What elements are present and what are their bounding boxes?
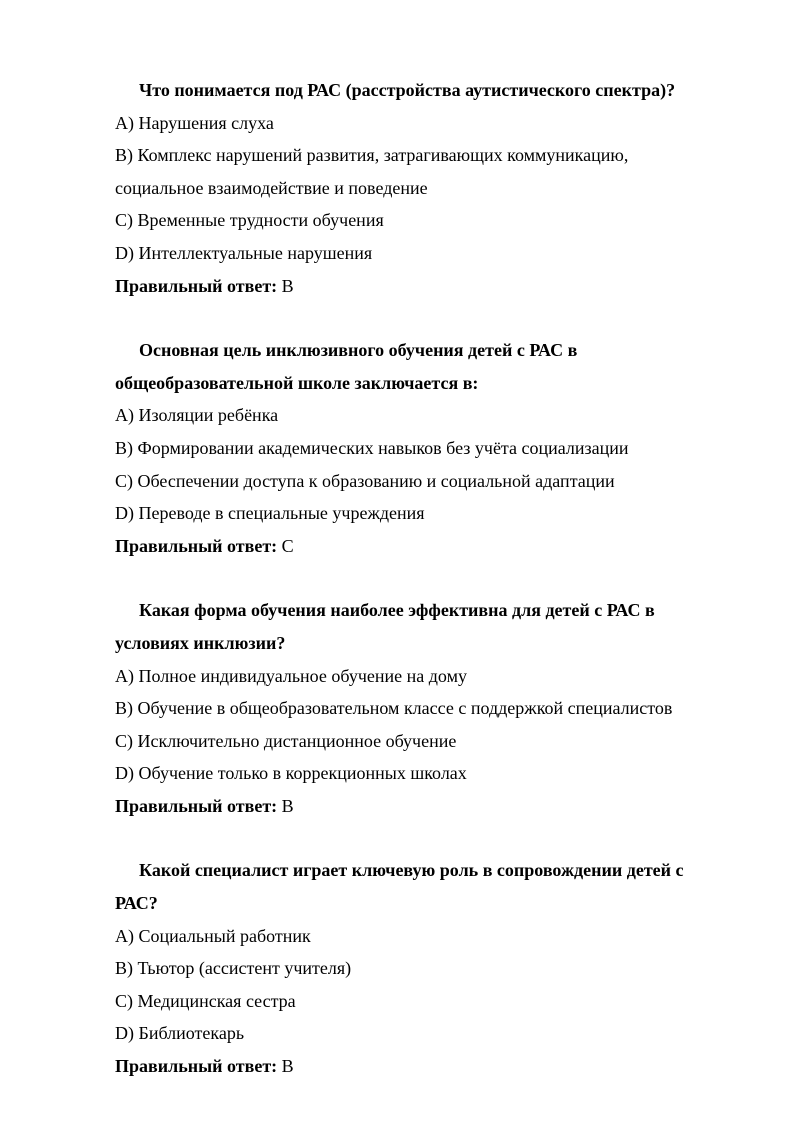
option-a: A) Изоляции ребёнка xyxy=(115,405,279,426)
question-text: Что понимается под РАС (расстройства аутистического спектра)? xyxy=(139,80,676,100)
answer-label: Правильный ответ: xyxy=(115,795,278,816)
option-b: B) Комплекс нарушений развития, затрагивающих коммуникацию, социальное взаимодействие и поведение xyxy=(115,145,629,198)
option-b: B) Обучение в общеобразовательном классе с поддержкой специалистов xyxy=(115,698,673,719)
option-c: C) Обеспечении доступа к образованию и социальной адаптации xyxy=(115,470,615,491)
option-a: A) Нарушения слуха xyxy=(115,112,274,133)
option-d: D) Библиотекарь xyxy=(115,1023,245,1044)
question-text: Какая форма обучения наиболее эффективна для детей с РАС в условиях инклюзии? xyxy=(115,600,655,653)
option-c: C) Медицинская сестра xyxy=(115,990,296,1011)
option-d: D) Переводе в специальные учреждения xyxy=(115,503,425,524)
option-c: C) Временные трудности обучения xyxy=(115,210,384,231)
option-c: C) Исключительно дистанционное обучение xyxy=(115,730,457,751)
option-d: D) Обучение только в коррекционных школах xyxy=(115,763,467,784)
option-a: A) Социальный работник xyxy=(115,925,311,946)
option-b: B) Формировании академических навыков без учёта социализации xyxy=(115,437,629,458)
question-block-4 xyxy=(115,854,720,1082)
option-a: A) Полное индивидуальное обучение на дому xyxy=(115,665,467,686)
correct-answer xyxy=(115,270,720,303)
answer-value: B xyxy=(281,795,294,816)
question-block-3 xyxy=(115,594,720,822)
answer-label: Правильный ответ: xyxy=(115,275,278,296)
correct-answer xyxy=(115,530,720,563)
question-block-2 xyxy=(115,334,720,562)
answer-value: B xyxy=(281,1056,294,1077)
answer-value: B xyxy=(281,275,294,296)
question-text: Основная цель инклюзивного обучения детей с РАС в общеобразовательной школе заключается в: xyxy=(115,340,578,393)
option-b: B) Тьютор (ассистент учителя) xyxy=(115,958,352,979)
answer-value: C xyxy=(281,535,294,556)
correct-answer xyxy=(115,1050,720,1083)
correct-answer xyxy=(115,790,720,823)
answer-label: Правильный ответ: xyxy=(115,535,278,556)
option-d: D) Интеллектуальные нарушения xyxy=(115,242,373,263)
answer-label: Правильный ответ: xyxy=(115,1056,278,1077)
question-text: Какой специалист играет ключевую роль в сопровождении детей с РАС? xyxy=(115,860,684,914)
question-block-1 xyxy=(115,74,720,302)
